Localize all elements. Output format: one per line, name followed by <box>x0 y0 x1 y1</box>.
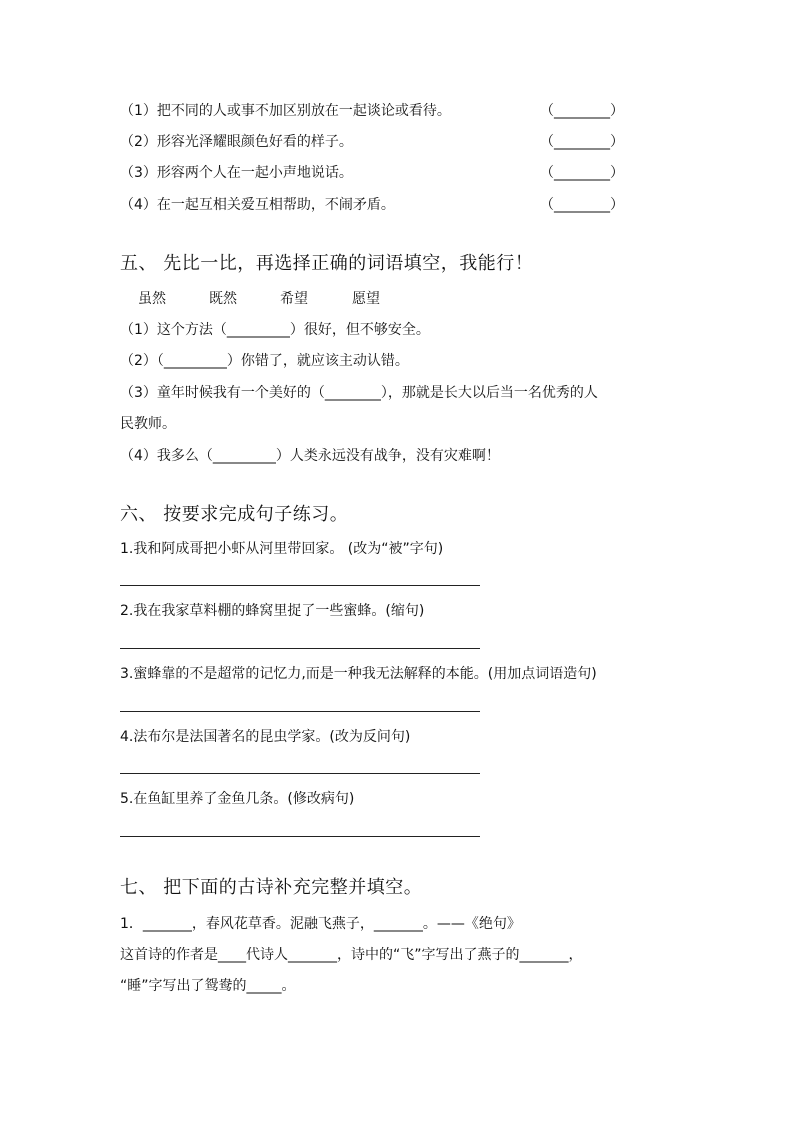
definition-line-1: （1）把不同的人或事不加区别放在一起谈论或看待。 <box>120 103 451 119</box>
fill-line-3: （3）童年时候我有一个美好的（________），那就是长大以后当一名优秀的人 <box>120 385 598 401</box>
answer-blank-4[interactable]: （________） <box>540 197 624 213</box>
poem-question-1: 这首诗的作者是____代诗人_______，诗中的“飞”字写出了燕子的_______， <box>120 947 583 963</box>
sentence-task-4: 4.法布尔是法国著名的昆虫学家。(改为反问句) <box>120 729 411 745</box>
definition-line-4: （4）在一起互相关爱互相帮助，不闹矛盾。 <box>120 197 395 213</box>
section-5-heading: 五、 先比一比，再选择正确的词语填空，我能行！ <box>120 253 534 274</box>
answer-line-1[interactable] <box>120 585 480 586</box>
section-6-heading: 六、 按要求完成句子练习。 <box>120 504 349 525</box>
definition-line-2: （2）形容光泽耀眼颜色好看的样子。 <box>120 134 353 150</box>
poem-line: 1．_______，春风花草香。泥融飞燕子，_______。——《绝句》 <box>120 916 521 932</box>
sentence-task-5: 5.在鱼缸里养了金鱼几条。(修改病句) <box>120 791 355 807</box>
answer-line-3[interactable] <box>120 711 480 712</box>
word-bank <box>138 289 412 309</box>
word-option-1: 虽然 <box>138 291 166 307</box>
poem-question-2: “睡”字写出了鸳鸯的_____。 <box>120 978 296 994</box>
sentence-task-2: 2.我在我家草料棚的蜂窝里捉了一些蜜蜂。(缩句) <box>120 603 425 619</box>
sentence-task-1: 1.我和阿成哥把小虾从河里带回家。 (改为“被”字句) <box>120 541 444 557</box>
answer-blank-2[interactable]: （________） <box>540 134 624 150</box>
word-option-4: 愿望 <box>352 291 380 307</box>
fill-line-2: （2）（_________）你错了，就应该主动认错。 <box>120 353 409 369</box>
word-option-2: 既然 <box>209 291 237 307</box>
sentence-task-3: 3.蜜蜂靠的不是超常的记忆力,而是一种我无法解释的本能。(用加点词语造句) <box>120 666 597 682</box>
answer-blank-3[interactable]: （________） <box>540 165 624 181</box>
answer-line-4[interactable] <box>120 773 480 774</box>
fill-line-1: （1）这个方法（_________）很好，但不够安全。 <box>120 322 430 338</box>
answer-blank-1[interactable]: （________） <box>540 103 624 119</box>
definition-line-3: （3）形容两个人在一起小声地说话。 <box>120 165 353 181</box>
section-7-heading: 七、 把下面的古诗补充完整并填空。 <box>120 877 423 898</box>
fill-line-3-cont: 民教师。 <box>120 416 176 432</box>
word-option-3: 希望 <box>280 291 308 307</box>
answer-line-5[interactable] <box>120 836 480 837</box>
answer-line-2[interactable] <box>120 648 480 649</box>
fill-line-4: （4）我多么（_________）人类永远没有战争，没有灾难啊！ <box>120 448 500 464</box>
